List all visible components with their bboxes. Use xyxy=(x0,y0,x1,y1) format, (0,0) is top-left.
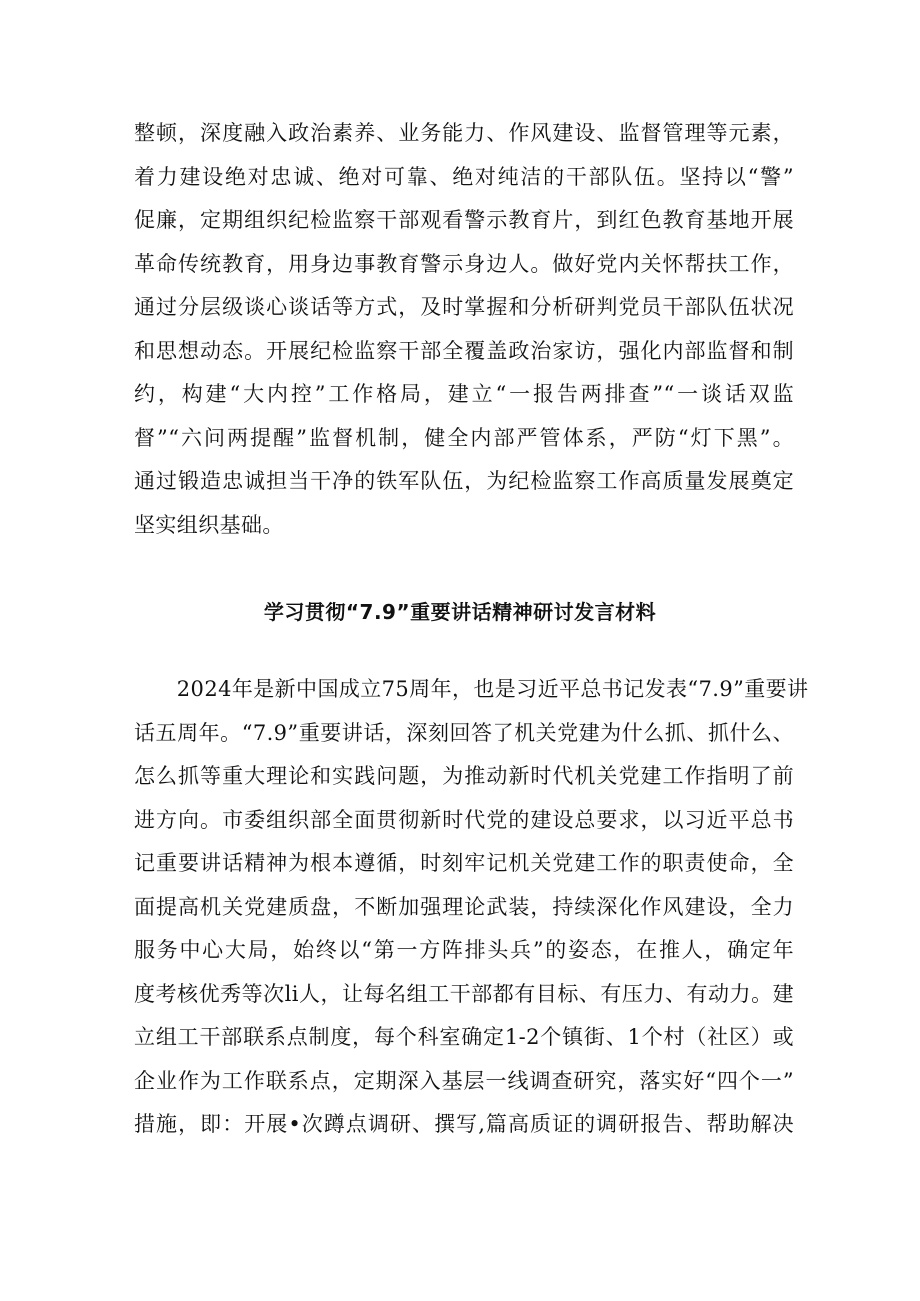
text-line: 记重要讲话精神为根本遵循，时刻牢记机关党建工作的职责使命，全 xyxy=(134,851,794,875)
text-line: 立组工干部联系点制度，每个科室确定1-2个镇街、1个村（社区）或 xyxy=(134,1025,794,1049)
text-line: 2024年是新中国成立75周年，也是习近平总书记发表“7.9”重要讲 xyxy=(134,677,809,701)
text-line: 企业作为工作联系点，定期深入基层一线调查研究，落实好“四个一” xyxy=(134,1068,794,1093)
text-line: 进方向。市委组织部全面贯彻新时代党的建设总要求，以习近平总书 xyxy=(134,807,794,832)
text-line: 服务中心大局，始终以“第一方阵排头兵”的姿态，在推人，确定年 xyxy=(134,938,794,962)
text-line: 通过锻造忠诚担当干净的铁军队伍，为纪检监察工作高质量发展奠定 xyxy=(134,469,794,493)
text-line: 整顿，深度融入政治素养、业务能力、作风建设、监督管理等元素， xyxy=(134,121,794,145)
text-line: 怎么抓等重大理论和实践问题，为推动新时代机关党建工作指明了前 xyxy=(134,764,794,788)
text-line: 和思想动态。开展纪检监察干部全覆盖政治家访，强化内部监督和制 xyxy=(134,338,794,363)
text-line: 通过分层级谈心谈话等方式，及时掌握和分析研判党员干部队伍状况 xyxy=(134,295,794,319)
text-line: 约，构建“大内控”工作格局，建立“一报告两排查”“一谈话双监 xyxy=(134,382,794,406)
text-line: 督”“六问两提醒”监督机制，健全内部严管体系，严防“灯下黑”。 xyxy=(134,425,794,450)
text-line: 措施，即：开展•次蹲点调研、撰写,篇高质证的调研报告、帮助解决 xyxy=(134,1112,794,1136)
text-line: 着力建设绝对忠诚、绝对可靠、绝对纯洁的干部队伍。坚持以“警” xyxy=(134,164,794,189)
text-line: 坚实组织基础。 xyxy=(134,512,284,537)
text-line: 面提高机关党建质盘，不断加强理论武装，持续深化作风建设，全力 xyxy=(134,894,794,919)
section-heading: 学习贯彻“7.9”重要讲话精神研讨发言材料 xyxy=(263,600,657,624)
text-line: 度考核优秀等次li人，让每名组工干部都有目标、有压力、有动力。建 xyxy=(134,981,794,1006)
body-paragraph-2 xyxy=(134,668,809,1147)
text-line: 革命传统教育，用身边事教育警示身边人。做好党内关怀帮扶工作， xyxy=(134,251,794,276)
body-paragraph-1 xyxy=(134,112,794,547)
text-line: 促廉，定期组织纪检监察干部观看警示教育片，到红色教育基地开展 xyxy=(134,208,794,232)
text-line: 话五周年。“7.9”重要讲话，深刻回答了机关党建为什么抓、抓什么、 xyxy=(134,720,794,745)
